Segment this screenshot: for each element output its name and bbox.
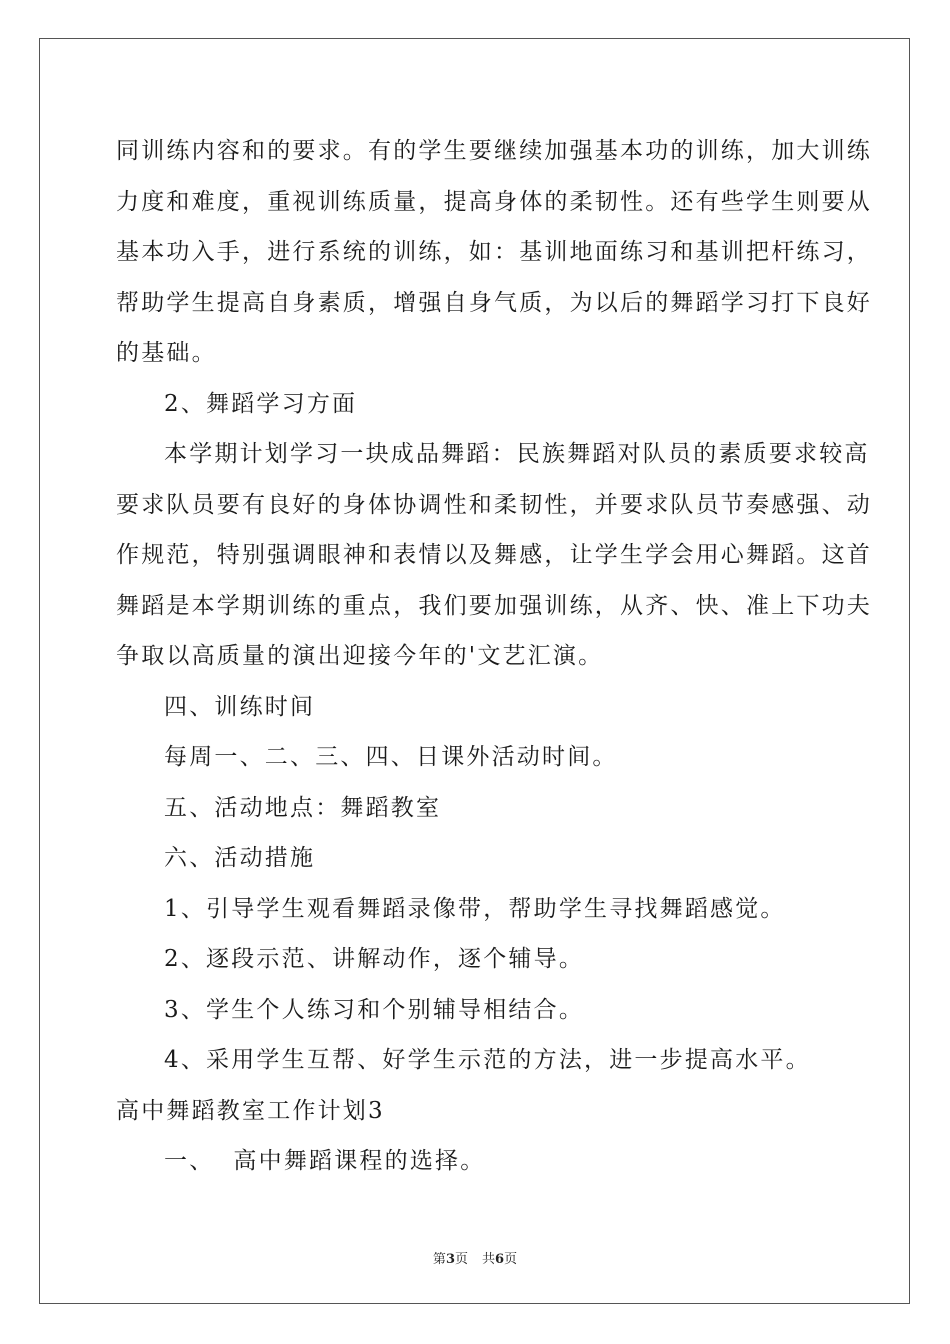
body-line: 同训练内容和的要求。有的学生要继续加强基本功的训练，加大训练 <box>116 138 872 164</box>
body-line: 帮助学生提高自身素质，增强自身气质，为以后的舞蹈学习打下良好 <box>116 289 872 316</box>
section-heading: 四、训练时间 <box>164 693 316 720</box>
body-line: 本学期计划学习一块成品舞蹈：民族舞蹈对队员的素质要求较高 <box>164 441 870 467</box>
total-page-number: 6 <box>495 1252 505 1267</box>
body-line: 力度和难度，重视训练质量，提高身体的柔韧性。还有些学生则要从 <box>116 188 872 215</box>
document-body <box>116 126 872 1187</box>
body-line: 要求队员要有良好的身体协调性和柔韧性，并要求队员节奏感强、动 <box>116 491 872 518</box>
list-item: 2、逐段示范、讲解动作，逐个辅导。 <box>164 946 585 972</box>
list-item: 4、采用学生互帮、好学生示范的方法，进一步提高水平。 <box>164 1047 811 1073</box>
document-title: 高中舞蹈教室工作计划3 <box>116 1097 385 1124</box>
page-prefix: 第 <box>432 1252 446 1267</box>
body-line: 基本功入手，进行系统的训练，如：基训地面练习和基训把杆练习， <box>116 239 872 265</box>
total-unit: 页 <box>504 1252 518 1267</box>
page-unit: 页 <box>454 1252 468 1267</box>
page-footer <box>0 1248 950 1267</box>
total-prefix: 共 <box>482 1252 496 1267</box>
body-line: 的基础。 <box>116 340 217 366</box>
list-item: 3、学生个人练习和个别辅导相结合。 <box>164 996 585 1023</box>
current-page-number: 3 <box>445 1252 455 1267</box>
list-item: 1、引导学生观看舞蹈录像带，帮助学生寻找舞蹈感觉。 <box>164 895 786 922</box>
section-heading: 五、活动地点：舞蹈教室 <box>164 794 442 821</box>
body-line: 争取以高质量的演出迎接今年的'文艺汇演。 <box>116 643 604 669</box>
section-heading: 一、 高中舞蹈课程的选择。 <box>164 1148 486 1174</box>
body-line: 作规范，特别强调眼神和表情以及舞感，让学生学会用心舞蹈。这首 <box>116 542 872 568</box>
section-heading: 六、活动措施 <box>164 845 316 871</box>
body-line: 舞蹈是本学期训练的重点，我们要加强训练，从齐、快、准上下功夫 <box>116 592 872 619</box>
section-heading: 2、舞蹈学习方面 <box>164 390 358 417</box>
body-line: 每周一、二、三、四、日课外活动时间。 <box>164 744 618 770</box>
